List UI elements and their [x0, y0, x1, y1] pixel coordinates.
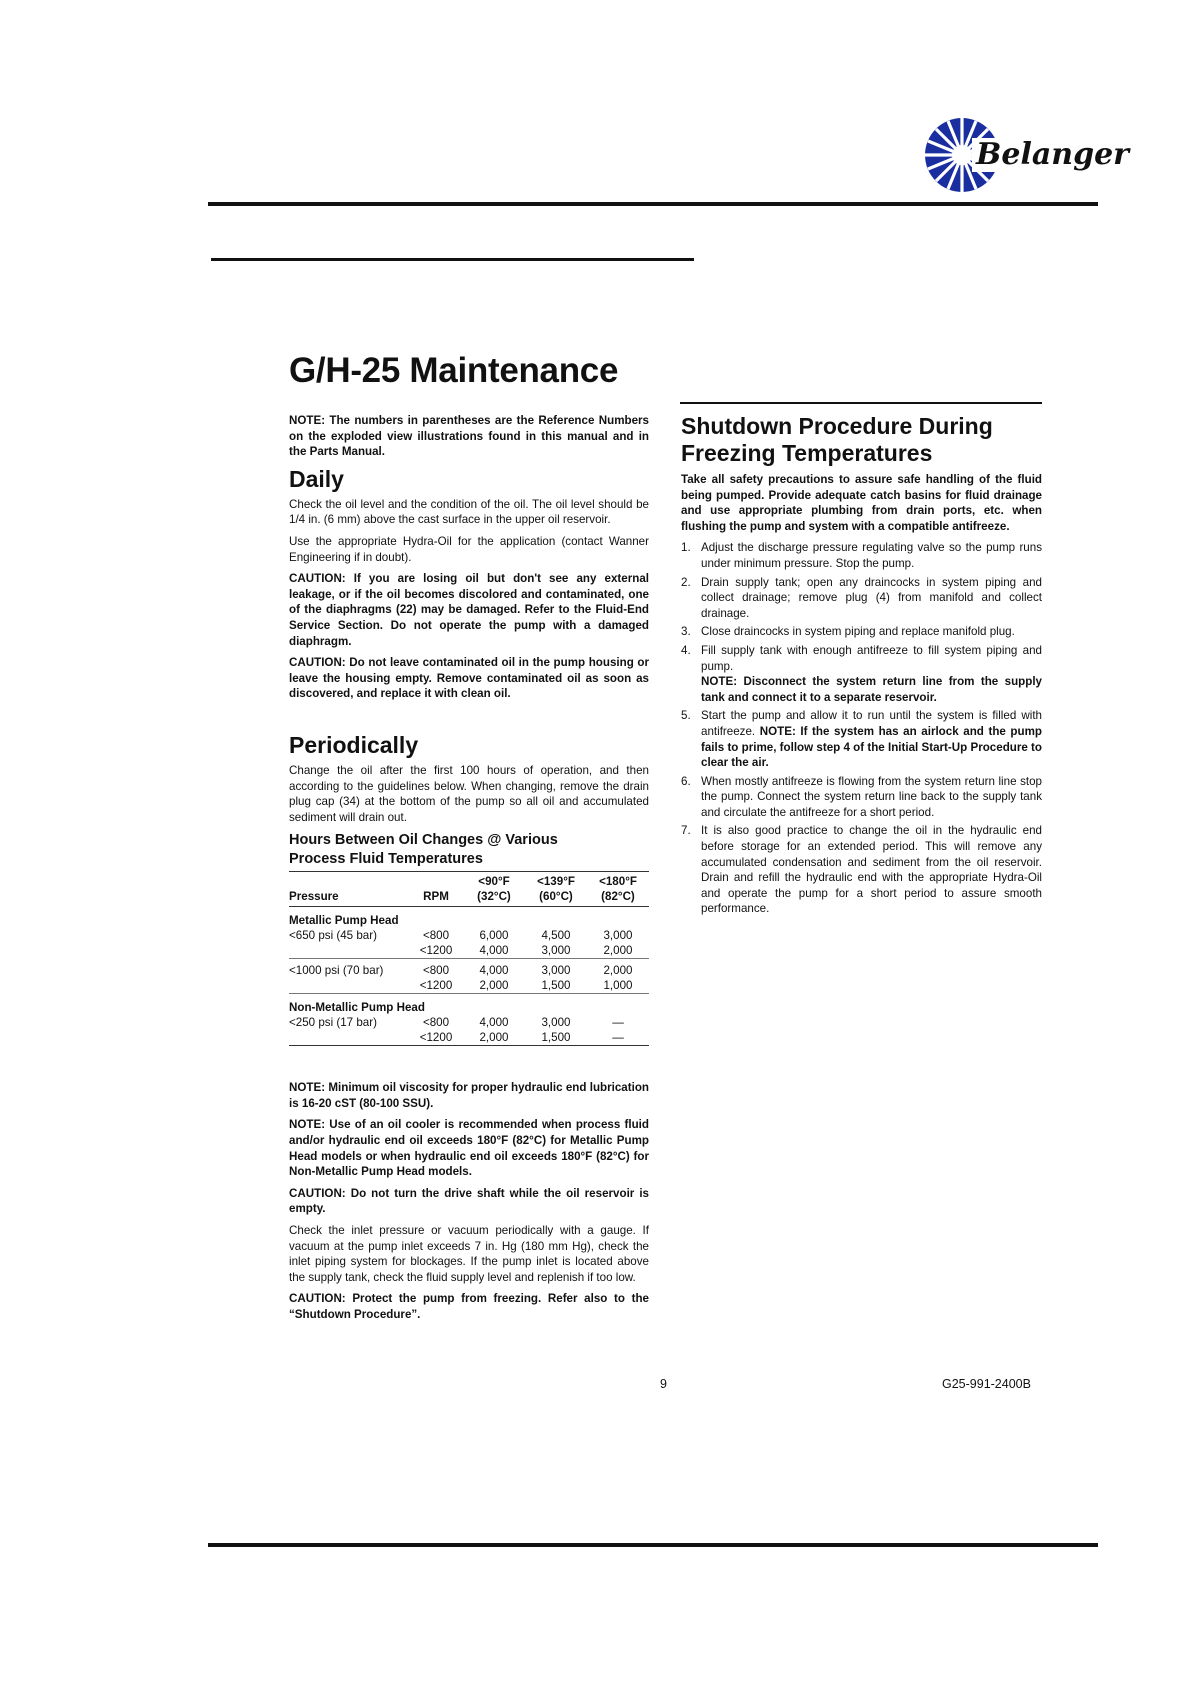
step-text: Fill supply tank with enough antifreeze to fill system piping and pump. [701, 643, 1042, 673]
header-temp-2-f: <139°F [525, 872, 587, 890]
cell-rpm: <1200 [409, 978, 463, 994]
caution-freezing: CAUTION: Protect the pump from freezing. Refer also to the “Shutdown Procedure”. [289, 1292, 649, 1321]
group-non-metallic: Non-Metallic Pump Head [289, 1001, 425, 1015]
cell-t1: 4,000 [479, 964, 509, 978]
cell-pressure: <650 psi (45 bar) [289, 929, 377, 943]
cell-t2: 1,500 [525, 978, 587, 994]
table-group-row [289, 994, 649, 1016]
oil-change-table-heading [289, 831, 649, 869]
step-text: Drain supply tank; open any draincocks in system piping and collect drainage; remove plug (4) from manifold and collect drainage. [701, 575, 1042, 620]
step-text: Adjust the discharge pressure regulating valve so the pump runs under minimum pressure. Stop the pump. [701, 541, 1042, 570]
table-heading-line-1: Hours Between Oil Changes @ Various [289, 832, 558, 849]
step-note: NOTE: If the system has an airlock and the pump fails to prime, follow step 4 of the Initial Start-Up Procedure to clear the air. [701, 724, 1042, 770]
daily-heading: Daily [289, 465, 344, 492]
cell-t1: 4,000 [463, 943, 525, 959]
cell-rpm: <800 [422, 1016, 450, 1030]
shutdown-steps [681, 540, 1042, 917]
header-pressure: Pressure [289, 889, 409, 907]
cell-t1: 2,000 [463, 1030, 525, 1046]
shutdown-heading [681, 413, 1042, 467]
table-row [289, 943, 649, 959]
header-rule [208, 202, 1098, 206]
header-temp-1-c: (32°C) [463, 889, 525, 907]
shutdown-heading-line-1: Shutdown Procedure During [681, 413, 993, 439]
cell-t3: 3,000 [603, 929, 633, 943]
page-title: G/H-25 Maintenance [289, 351, 619, 390]
list-item [681, 624, 1042, 640]
list-item [681, 823, 1042, 917]
step-text: Start the pump and allow it to run until the system is filled with antifreeze. [701, 709, 1042, 738]
footer-rule [208, 1543, 1098, 1547]
cell-t2: 3,000 [525, 943, 587, 959]
note-reference-numbers: NOTE: The numbers in parentheses are the Reference Numbers on the exploded view illustrations found in this manual and in the Parts Manual. [289, 414, 649, 459]
table-heading-line-2: Process Fluid Temperatures [289, 851, 483, 868]
caution-contaminated-oil: CAUTION: Do not leave contaminated oil in the pump housing or leave the housing empty. Remove contaminated oil as soon as discovered, and replace it with clean oil. [289, 656, 649, 701]
list-item [681, 708, 1042, 770]
daily-paragraph-1: Check the oil level and the condition of the oil. The oil level should be 1/4 in. (6 mm) above the cast surface in the upper oil reservoir. [289, 497, 649, 527]
cell-t2: 1,500 [525, 1030, 587, 1046]
cell-t3: — [612, 1016, 624, 1030]
cell-rpm: <1200 [409, 943, 463, 959]
cell-t1: 6,000 [479, 929, 509, 943]
cell-t3: 2,000 [603, 964, 633, 978]
right-column [681, 413, 1042, 920]
table-row [289, 928, 649, 943]
note-oil-cooler: NOTE: Use of an oil cooler is recommended when process fluid and/or hydraulic end oil exceeds 180°F (82°C) for Metallic Pump Head models or when hydraulic end oil exceeds 180°F (82°C) for Non-Metallic Pump Head models. [289, 1118, 649, 1179]
step-text: Close draincocks in system piping and replace manifold plug. [701, 625, 1015, 639]
cell-rpm: <800 [422, 964, 450, 978]
cell-t2: 3,000 [541, 964, 571, 978]
step-number: 7. [681, 824, 691, 838]
header-temp-3-f: <180°F [587, 872, 649, 890]
cell-pressure: <250 psi (17 bar) [289, 1016, 377, 1030]
step-number: 5. [681, 709, 691, 723]
daily-paragraph-2: Use the appropriate Hydra-Oil for the application (contact Wanner Engineering if in doubt). [289, 534, 649, 564]
header-rpm: RPM [409, 889, 463, 907]
short-rule [211, 258, 694, 261]
list-item [681, 540, 1042, 571]
cell-pressure [289, 943, 409, 959]
page-number: 9 [660, 1377, 667, 1391]
cell-t3: — [587, 1030, 649, 1046]
cell-t3: 2,000 [587, 943, 649, 959]
inlet-pressure-paragraph: Check the inlet pressure or vacuum periodically with a gauge. If vacuum at the pump inlet exceeds 7 in. Hg (180 mm Hg), check the inlet piping system for blockages. If the pump inlet is located above the supply tank, check the fluid supply level and replenish if too low. [289, 1224, 649, 1284]
logo-wordmark: Belanger [976, 137, 1129, 172]
step-text: It is also good practice to change the oil in the hydraulic end before storage for an extended period. This will remove any accumulated condensation and sediment from the oil reservoir. Drain and refill the hydraulic end with the appropriate Hydra-Oil and operate the pump for a short period to assure smooth performance. [701, 824, 1042, 916]
periodically-heading: Periodically [289, 731, 419, 758]
list-item [681, 643, 1042, 705]
step-number: 6. [681, 774, 691, 788]
group-metallic: Metallic Pump Head [289, 914, 399, 928]
header-temp-3-c: (82°C) [587, 889, 649, 907]
step-number: 1. [681, 541, 691, 555]
header-temp-2-c: (60°C) [525, 889, 587, 907]
document-code: G25-991-2400B [942, 1377, 1031, 1391]
list-item [681, 575, 1042, 622]
cell-t1: 4,000 [479, 1016, 509, 1030]
cell-t2: 4,500 [541, 929, 571, 943]
header-empty [409, 872, 463, 890]
note-viscosity: NOTE: Minimum oil viscosity for proper hydraulic end lubrication is 16-20 cST (80-100 SSU). [289, 1081, 649, 1110]
cell-rpm: <800 [422, 929, 450, 943]
header-empty [289, 872, 409, 890]
left-column [289, 413, 649, 1329]
shutdown-heading-line-2: Freezing Temperatures [681, 440, 933, 466]
table-row [289, 959, 649, 979]
cell-t3: 1,000 [587, 978, 649, 994]
cell-rpm: <1200 [409, 1030, 463, 1046]
cell-t1: 2,000 [463, 978, 525, 994]
list-item [681, 774, 1042, 821]
step-number: 2. [681, 575, 691, 589]
table-row [289, 978, 649, 994]
title-rule [680, 402, 1042, 404]
step-number: 3. [681, 625, 691, 639]
caution-drive-shaft: CAUTION: Do not turn the drive shaft while the oil reservoir is empty. [289, 1186, 649, 1216]
cell-pressure [289, 978, 409, 994]
cell-t2: 3,000 [541, 1016, 571, 1030]
header-temp-1-f: <90°F [463, 872, 525, 890]
table-group-row [289, 907, 649, 929]
caution-oil-loss: CAUTION: If you are losing oil but don't see any external leakage, or if the oil becomes discolored and contaminated, one of the diaphragms (22) may be damaged. Refer to the Fluid-End Service Section. Do not operate the pump with a damaged diaphragm. [289, 572, 649, 648]
table-row [289, 1030, 649, 1046]
oil-change-table [289, 871, 649, 1046]
belanger-logo [920, 112, 1129, 197]
step-number: 4. [681, 643, 691, 657]
table-row [289, 1015, 649, 1030]
cell-pressure: <1000 psi (70 bar) [289, 964, 384, 978]
step-text: When mostly antifreeze is flowing from the system return line stop the pump. Connect the system return line back to the supply tank and circulate the antifreeze for a short period. [701, 774, 1042, 819]
cell-pressure [289, 1030, 409, 1046]
shutdown-intro: Take all safety precautions to assure safe handling of the fluid being pumped. Provide adequate catch basins for fluid drainage and use appropriate plumbing from drain ports, etc. when flushing the pump and system with a compatible antifreeze. [681, 473, 1042, 533]
periodically-paragraph: Change the oil after the first 100 hours of operation, and then according to the guidelines below. When changing, remove the drain plug cap (34) at the bottom of the pump so all oil and accumulated sediment will drain out. [289, 763, 649, 824]
step-note: NOTE: Disconnect the system return line from the supply tank and connect it to a separate reservoir. [701, 675, 1042, 704]
